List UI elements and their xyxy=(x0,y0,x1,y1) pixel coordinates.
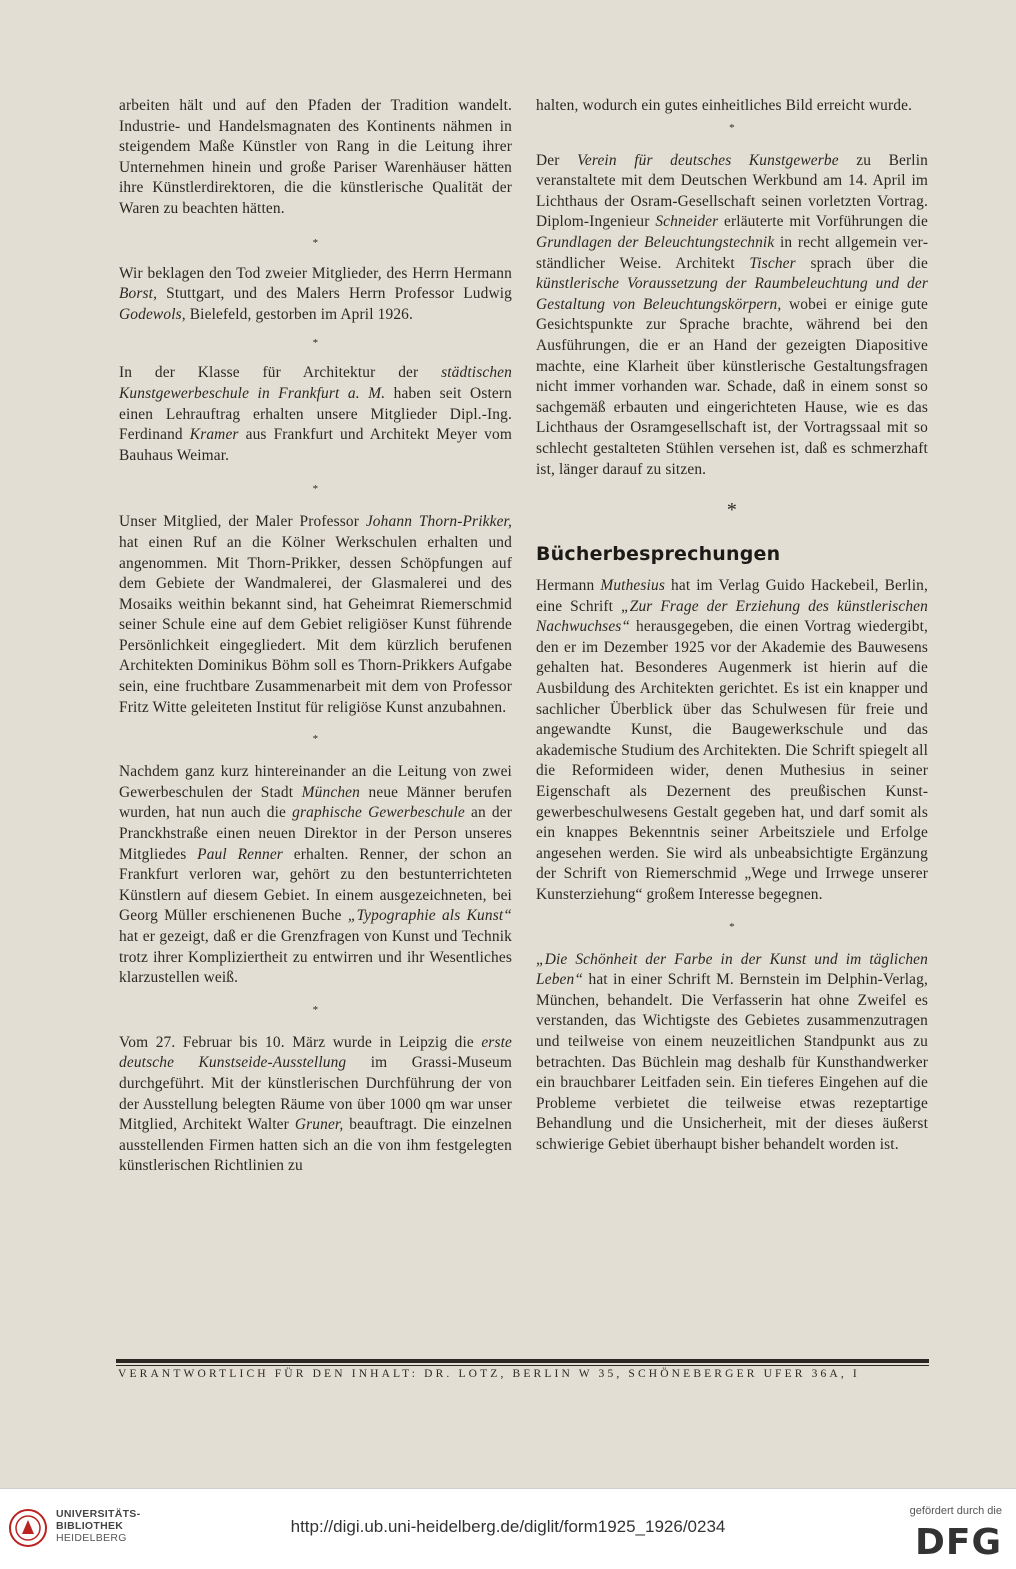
section-heading: Bücherbesprechungen xyxy=(536,543,781,566)
left-paragraph-4: Unser Mitglied, der Maler Professor Johann Thorn-Prikker, hat einen Ruf an die Kölner Werkschulen erhalten und angenommen. Mit Thorn-Prikker, dessen Schöpfungen auf dem Gebiete der Wandmalerei, der Glasmalerei und des Mosaiks weithin bekannt sind, hat Geheimrat Riemerschmid seiner Schule eine auf dem Gebiet religiöser Kunst führende Persönlichkeit eingegliedert. Mit dem kürzlich berufenen Architekten Dominikus Böhm soll es Thorn-Prikkers Aufgabe sein, eine fruchtbare Zusammenarbeit mit dem von Professor Fritz Witte geleiteten Institut für religiöse Kunst anzubahnen. xyxy=(119,513,512,716)
separator-star: * xyxy=(729,920,735,933)
left-paragraph-6: Vom 27. Februar bis 10. März wurde in Leipzig die erste deutsche Kunstseide-Ausstellung im Grassi-Museum durchgeführt. Mit der künstlerischen Durchführung der von der Ausstellung belegten Räume von über 1000 qm war unser Mitglied, Architekt Walter Gruner, beauftragt. Die einzelnen ausstellenden Firmen hatten sich an die von ihm festgelegten künstlerischen Richtlinien zu xyxy=(119,1033,513,1175)
dfg-logo[interactable]: DFG xyxy=(914,1522,1002,1563)
right-paragraph-3: Hermann Muthesius hat im Verlag Guido Hackebeil, Berlin, eine Schrift „Zur Frage der Erziehung des künstlerischen Nachwuchses“ herausgegeben, die einen Vortrag wiedergibt, den er im Dezember 1925 vor der Akademie des Bauwesens gehalten hat. Besonderes Augenmerk ist hierin auf die Ausbildung des Architekten gerichtet. Es ist ein knapper und sachlicher Überblick über das Schulwesen für freie und angewandte Kunst, die Baugewerkschule und das akademische Studium des Architekten. Die Schrift spiegelt all die Reformideen wider, denen Muthesius in seiner Eigenschaft als Dezernent des preußischen Kunstgewerbeschulwesens Gestalt gegeben hat, und darf somit als ein knappes Bekenntnis seiner Arbeitsziele und Erfolge angesehen werden. Sie wird als unbeabsichtigte Ergänzung der Schrift von Riemerschmid „Wege und Irrwege unserer Kunsterziehung“ großem Interesse begegnen. xyxy=(536,577,928,903)
separator-star: * xyxy=(729,121,735,134)
separator-star: * xyxy=(312,337,319,350)
separator-star: * xyxy=(312,236,319,249)
left-paragraph-1: arbeiten hält und auf den Pfaden der Tradition wandelt. Industrie- und Handelsmagnaten des Kontinents nähmen in steigendem Maße Künstler von Rang in die Leitung ihrer Unternehmen hinein und große Pariser Warenhäuser hätten ihre Künstlerdirektoren, die die künstlerische Qualität der Waren zu beachten hätten. xyxy=(119,97,512,217)
footer-rule-thick xyxy=(116,1359,929,1363)
separator-star: * xyxy=(312,1003,319,1016)
section-separator-star: * xyxy=(726,499,738,522)
right-paragraph-1: halten, wodurch ein gutes einheitliches Bild erreicht wurde. xyxy=(536,97,913,114)
footer-rule-thin xyxy=(116,1365,929,1366)
right-paragraph-4: „Die Schönheit der Farbe in der Kunst und im täglichen Leben“ hat in einer Schrift M. Bernstein im Delphin-Verlag, München, behandelt. Die Verfasserin hat ohne Zweifel es verstanden, das Wichtigste des Gebietes zusammenzutragen und teilweise von einem neuzeitlichen Standpunkt aus zu betrachten. Das Büchlein mag deshalb für Kunsthandwerker ein brauchbarer Leitfaden sein. Ein tieferes Eingehen auf die Probleme verbietet die teilweise etwas rezeptartige Behandlung und die Unsicherheit, mit der dieses äußerst schwierige Gebiet überhaupt bisher behandelt worden ist. xyxy=(536,950,928,1153)
institution-line-2: BIBLIOTHEK xyxy=(56,1520,124,1532)
left-column xyxy=(119,96,512,1177)
left-paragraph-5: Nachdem ganz kurz hintereinander an die Leitung von zwei Gewerbeschulen der Stadt München neue Männer berufen wurden, hat nun auch die graphische Gewerbeschule an der Pranckhstraße einen neuen Direktor in der Person unseres Mitgliedes Paul Renner erhalten. Renner, der schon an Frankfurt verloren war, gehört zu den bestunterrichteten Künstlern auf diesem Gebiet. In einem ausgezeichneten, bei Georg Müller erschienenen Buche „Typographie als Kunst“ hat er gezeigt, daß er die Grenzfragen von Kunst und Technik trotz ihrer Kompliziertheit zu entwirren und ihr Wesentliches klarzustellen weiß. xyxy=(119,763,512,987)
separator-star: * xyxy=(312,733,319,746)
sponsor-label: gefördert durch die xyxy=(909,1505,1002,1517)
separator-star: * xyxy=(312,483,319,496)
institution-line-1: UNIVERSITÄTS- xyxy=(56,1508,141,1520)
permalink-url[interactable]: http://digi.ub.uni-heidelberg.de/diglit/form1925_1926/0234 xyxy=(290,1517,726,1536)
left-paragraph-3: In der Klasse für Architektur der städtischen Kunstgewerbeschule in Frankfurt a. M. haben seit Ostern einen Lehrauftrag erhalten unsere Mitglieder Dipl.-Ing. Ferdinand Kramer aus Frankfurt und Architekt Meyer vom Bauhaus Weimar. xyxy=(119,364,512,464)
footer-imprint: VERANTWORTLICH FÜR DEN INHALT: DR. LOTZ, BERLIN W 35, SCHÖNEBERGER UFER 36A, I xyxy=(118,1368,860,1380)
institution-line-3: HEIDELBERG xyxy=(56,1532,127,1544)
right-column xyxy=(536,96,928,1156)
right-paragraph-2: Der Verein für deutsches Kunstgewerbe zu Berlin veranstaltete mit dem Deutschen Werkbund am 14. April im Lichthaus der Osram-Gesellschaft seinen vorletzten Vortrag. Diplom-Ingenieur Schneider erläuterte mit Vorführungen die Grundlagen der Beleuchtungstechnik in recht allgemein verständlicher Weise. Architekt Tischer sprach über die künstlerische Voraussetzung der Raumbeleuchtung und der Gestaltung von Beleuchtungskörpern, wobei er einige gute Gesichtspunkte zur Sprache brachte, während bei den Ausführungen, die er an Hand der gezeigten Diapositive machte, eine Klarheit über künstlerische Gestaltungsfragen nicht immer vorhanden war. Schade, daß in einem sonst so sachgemäß erbauten und eingerichteten Hause, wie es das Lichthaus der Osramgesellschaft ist, der Vortragssaal mit so schlecht gestalteten Stühlen versehen ist, daß es schmerzhaft ist, länger darauf zu sitzen. xyxy=(536,151,929,478)
left-paragraph-2: Wir beklagen den Tod zweier Mitglieder, des Herrn Hermann Borst, Stuttgart, und des Malers Herrn Professor Ludwig Godewols, Bielefeld, gestorben im April 1926. xyxy=(119,264,512,323)
